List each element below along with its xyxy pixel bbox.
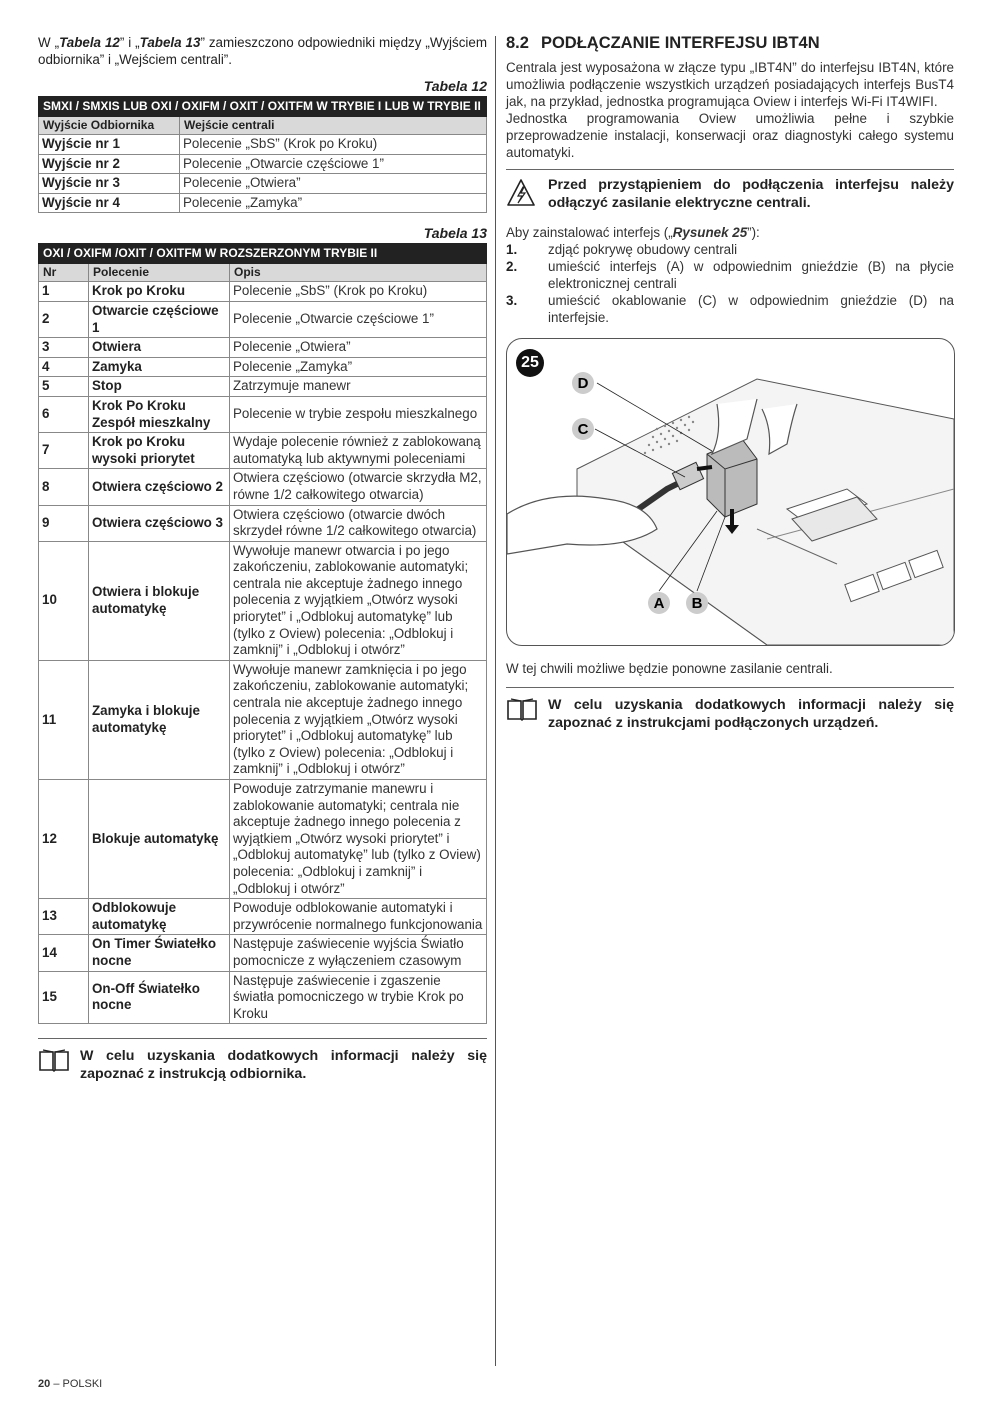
description-cell: Otwiera częściowo (otwarcie skrzydła M2, równe 1/2 całkowitego otwarcia) bbox=[230, 469, 487, 505]
paragraph-1: Centrala jest wyposażona w złącze typu „IBT4N” do interfejsu IBT4N, które umożliwia podłączenie wszystkich urządzeń posiadających interfejs BusT4 jak, na przykład, jednostka programująca Oview i interfejs Wi-Fi IT4WIFI. bbox=[506, 60, 954, 109]
number-cell: 9 bbox=[39, 505, 89, 541]
repower-text: W tej chwili możliwe będzie ponowne zasilanie centrali. bbox=[506, 661, 833, 676]
figure-number-badge: 25 bbox=[516, 349, 544, 377]
command-cell: Otwiera częściowo 3 bbox=[89, 505, 230, 541]
table13-row bbox=[39, 357, 487, 377]
output-cell: Wyjście nr 2 bbox=[39, 154, 180, 174]
description-cell: Powoduje odblokowanie automatyki i przywrócenie normalnego funkcjonowania bbox=[230, 899, 487, 935]
command-cell: On Timer Światełko nocne bbox=[89, 935, 230, 971]
description-cell: Następuje zaświecenie i zgaszenie światła pomocniczego w trybie Krok po Kroku bbox=[230, 971, 487, 1024]
install-intro bbox=[506, 224, 954, 241]
description-cell: Polecenie „Otwarcie częściowe 1” bbox=[230, 301, 487, 337]
table13-header: Polecenie bbox=[89, 264, 230, 282]
table13-row bbox=[39, 660, 487, 779]
right-column bbox=[506, 34, 954, 732]
book-icon bbox=[506, 696, 538, 722]
figure-label-d: D bbox=[577, 375, 589, 392]
paragraph-2: Jednostka programowania Oview umożliwia pełne i szybkie przeprowadzenie instalacji, konserwacji oraz diagnostyki całego systemu automatyki. bbox=[506, 111, 954, 160]
command-cell: Krok po Kroku bbox=[89, 282, 230, 302]
table13-row bbox=[39, 469, 487, 505]
step-text: umieścić interfejs (A) w odpowiednim gnieździe (B) na płycie elektronicznej centrali bbox=[548, 259, 954, 291]
table12-row bbox=[39, 135, 487, 155]
number-cell: 1 bbox=[39, 282, 89, 302]
number-cell: 11 bbox=[39, 660, 89, 779]
command-cell: Otwiera i blokuje automatykę bbox=[89, 541, 230, 660]
left-column bbox=[38, 34, 487, 1083]
description-cell: Powoduje zatrzymanie manewru i zablokowanie automatyki; centrala nie akceptuje żadnego innego polecenia z wyjątkiem „Otwórz wysoki priorytet” i „Odblokuj automatykę” lub (tylko z Oview) polecenia: „Odblokuj i zamknij” i „Odblokuj i otwórz” bbox=[230, 780, 487, 899]
table12-caption: Tabela 12 bbox=[423, 78, 487, 94]
ref-table13: Tabela 13 bbox=[139, 35, 201, 50]
table12-title: SMXI / SMXIS LUB OXI / OXIFM / OXIT / OXITFM W TRYBIE I LUB W TRYBIE II bbox=[39, 97, 487, 117]
electric-hazard-icon bbox=[506, 178, 536, 208]
intro-text-c: ” zamieszczono odpowiedniki między „Wyjściem odbiornika” i „Wejściem centrali”. bbox=[38, 35, 488, 67]
footer-language: – POLSKI bbox=[53, 1378, 103, 1390]
section-heading bbox=[506, 34, 954, 53]
table13-row bbox=[39, 541, 487, 660]
description-cell: Otwiera częściowo (otwarcie dwóch skrzydeł równe 1/2 całkowitego otwarcia) bbox=[230, 505, 487, 541]
command-cell: Odblokowuje automatykę bbox=[89, 899, 230, 935]
number-cell: 15 bbox=[39, 971, 89, 1024]
description-cell: Wydaje polecenie również z zablokowaną automatyką lub aktywnymi poleceniami bbox=[230, 433, 487, 469]
note-text: W celu uzyskania dodatkowych informacji należy się zapoznać z instrukcją odbiornika. bbox=[80, 1048, 487, 1083]
command-cell: Otwiera częściowo 2 bbox=[89, 469, 230, 505]
figure-label-c: C bbox=[577, 421, 589, 438]
table12-row bbox=[39, 174, 487, 194]
figure-label-a: A bbox=[653, 595, 665, 612]
figure-ref: Rysunek 25 bbox=[672, 225, 748, 240]
command-cell: Blokuje automatykę bbox=[89, 780, 230, 899]
book-icon bbox=[38, 1047, 70, 1073]
install-step bbox=[506, 292, 954, 326]
number-cell: 8 bbox=[39, 469, 89, 505]
figure-25 bbox=[506, 338, 955, 646]
number-cell: 2 bbox=[39, 301, 89, 337]
table13-row bbox=[39, 377, 487, 397]
table13-row bbox=[39, 396, 487, 432]
input-cell: Polecenie „Zamyka” bbox=[180, 193, 487, 213]
input-cell: Polecenie „Otwarcie częściowe 1” bbox=[180, 154, 487, 174]
step-number: 2. bbox=[506, 259, 518, 274]
power-warning bbox=[506, 169, 954, 212]
table13-row bbox=[39, 505, 487, 541]
section-number: 8.2 bbox=[506, 34, 529, 52]
install-intro-b: ”): bbox=[747, 225, 760, 240]
table13-header: Opis bbox=[230, 264, 487, 282]
install-step bbox=[506, 241, 954, 258]
number-cell: 4 bbox=[39, 357, 89, 377]
table12-header: Wyjście Odbiornika bbox=[39, 117, 180, 135]
table13-row bbox=[39, 971, 487, 1024]
step-text: zdjąć pokrywę obudowy centrali bbox=[548, 242, 738, 257]
warning-text: Przed przystąpieniem do podłączenia interfejsu należy odłączyć zasilanie elektryczne centrali. bbox=[548, 177, 954, 211]
input-cell: Polecenie „Otwiera” bbox=[180, 174, 487, 194]
table12-row bbox=[39, 193, 487, 213]
command-cell: Zamyka bbox=[89, 357, 230, 377]
description-cell: Polecenie w trybie zespołu mieszkalnego bbox=[230, 396, 487, 432]
number-cell: 14 bbox=[39, 935, 89, 971]
section-title: PODŁĄCZANIE INTERFEJSU IBT4N bbox=[540, 34, 820, 52]
output-cell: Wyjście nr 1 bbox=[39, 135, 180, 155]
output-cell: Wyjście nr 4 bbox=[39, 193, 180, 213]
table13-row bbox=[39, 282, 487, 302]
number-cell: 10 bbox=[39, 541, 89, 660]
table13-row bbox=[39, 433, 487, 469]
table13-row bbox=[39, 780, 487, 899]
command-cell: Otwarcie częściowe 1 bbox=[89, 301, 230, 337]
figure-label-b: B bbox=[691, 595, 703, 612]
intro-text-a: W „ bbox=[38, 35, 60, 50]
page-footer bbox=[38, 1378, 102, 1390]
number-cell: 7 bbox=[39, 433, 89, 469]
command-cell: Stop bbox=[89, 377, 230, 397]
step-text: umieścić okablowanie (C) w odpowiednim gnieździe (D) na interfejsie. bbox=[548, 293, 954, 325]
step-number: 1. bbox=[506, 242, 518, 257]
number-cell: 5 bbox=[39, 377, 89, 397]
description-cell: Polecenie „Otwiera” bbox=[230, 338, 487, 358]
page-number: 20 bbox=[38, 1378, 51, 1390]
table13-title: OXI / OXIFM /OXIT / OXITFM W ROZSZERZONYM TRYBIE II bbox=[39, 244, 487, 264]
number-cell: 12 bbox=[39, 780, 89, 899]
step-number: 3. bbox=[506, 293, 518, 308]
output-cell: Wyjście nr 3 bbox=[39, 174, 180, 194]
table-12 bbox=[38, 96, 487, 213]
install-step bbox=[506, 258, 954, 292]
command-cell: Krok po Kroku wysoki priorytet bbox=[89, 433, 230, 469]
table13-header: Nr bbox=[39, 264, 89, 282]
description-cell: Zatrzymuje manewr bbox=[230, 377, 487, 397]
description-cell: Wywołuje manewr otwarcia i po jego zakończeniu, zablokowanie automatyki; centrala nie akceptuje żadnego innego polecenia z wyjątkiem „Otwórz wysoki priorytet” i „Odblokuj automatykę” lub (tylko z Oview) polecenia: „Odblokuj i zamknij” i „Odblokuj i otwórz” bbox=[230, 541, 487, 660]
description-cell: Następuje zaświecenie wyjścia Światło pomocnicze z wyłączeniem czasowym bbox=[230, 935, 487, 971]
table-13 bbox=[38, 243, 487, 1024]
note-text: W celu uzyskania dodatkowych informacji należy się zapoznać z instrukcjami podłączonych urządzeń. bbox=[548, 697, 954, 731]
intro-paragraph bbox=[38, 34, 487, 68]
description-cell: Polecenie „Zamyka” bbox=[230, 357, 487, 377]
command-cell: Zamyka i blokuje automatykę bbox=[89, 660, 230, 779]
number-cell: 3 bbox=[39, 338, 89, 358]
command-cell: Krok Po Kroku Zespół mieszkalny bbox=[89, 396, 230, 432]
command-cell: Otwiera bbox=[89, 338, 230, 358]
column-divider bbox=[495, 36, 496, 1366]
table13-row bbox=[39, 899, 487, 935]
input-cell: Polecenie „SbS” (Krok po Kroku) bbox=[180, 135, 487, 155]
interface-illustration bbox=[507, 339, 954, 645]
table13-row bbox=[39, 338, 487, 358]
description-cell: Polecenie „SbS” (Krok po Kroku) bbox=[230, 282, 487, 302]
number-cell: 6 bbox=[39, 396, 89, 432]
receiver-info-note bbox=[38, 1038, 487, 1083]
description-cell: Wywołuje manewr zamknięcia i po jego zakończeniu, zablokowanie automatyki; centrala nie akceptuje żadnego innego polecenia z wyjątkiem „Otwórz wysoki priorytet” i „Odblokuj automatykę” lub (tylko z Oview) polecenia: „Odblokuj i zamknij” i „Odblokuj i otwórz” bbox=[230, 660, 487, 779]
number-cell: 13 bbox=[39, 899, 89, 935]
command-cell: On-Off Światełko nocne bbox=[89, 971, 230, 1024]
table13-row bbox=[39, 935, 487, 971]
intro-text-b: ” i „ bbox=[119, 35, 140, 50]
table12-row bbox=[39, 154, 487, 174]
install-intro-a: Aby zainstalować interfejs („ bbox=[506, 225, 673, 240]
devices-info-note bbox=[506, 687, 954, 732]
table13-caption: Tabela 13 bbox=[423, 225, 487, 242]
table12-header: Wejście centrali bbox=[180, 117, 487, 135]
ref-table12: Tabela 12 bbox=[59, 35, 120, 50]
install-steps bbox=[506, 224, 954, 326]
table13-row bbox=[39, 301, 487, 337]
